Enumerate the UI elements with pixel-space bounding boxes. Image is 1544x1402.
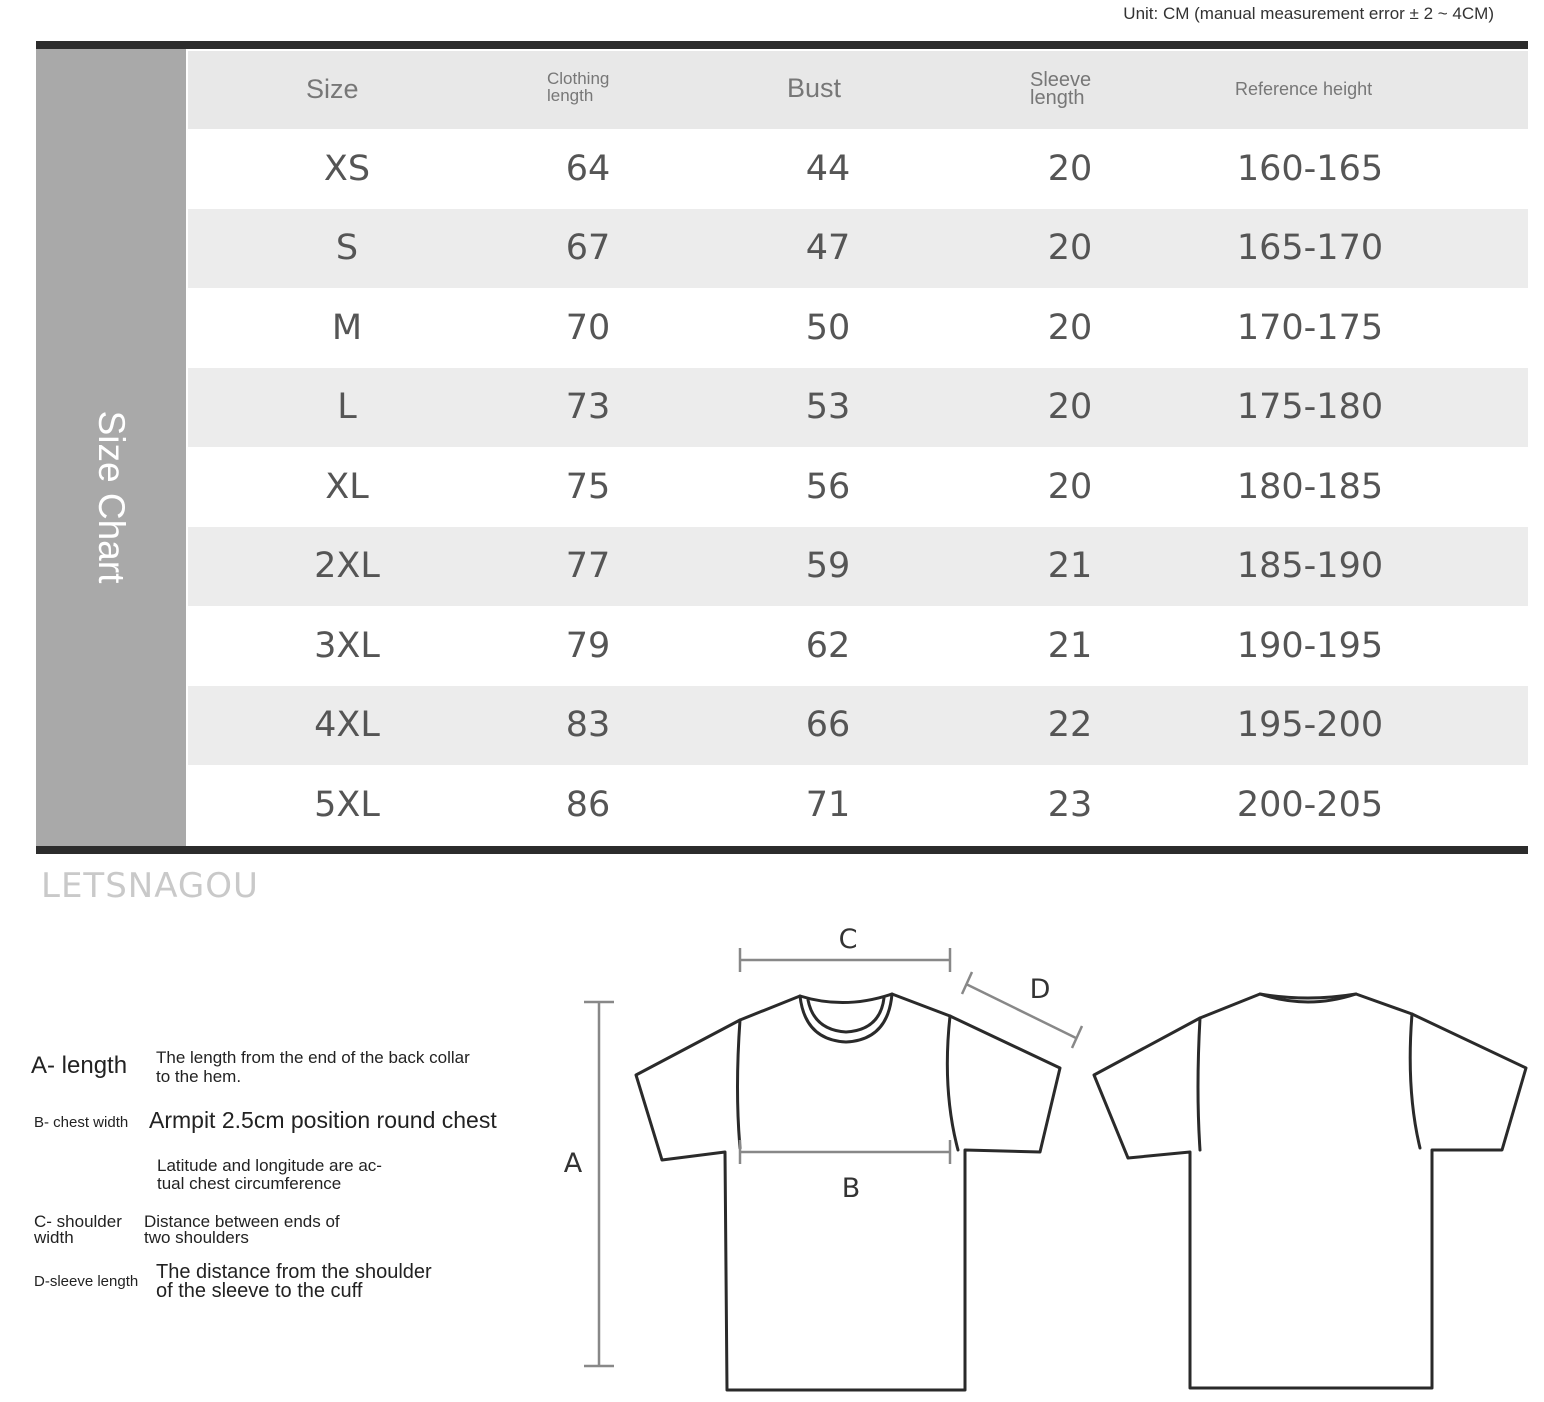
tshirt-diagram [540,910,1540,1400]
cell-length: 83 [565,705,611,746]
cell-sleeve: 21 [1047,625,1093,666]
cell-size: 2XL [314,546,380,587]
cell-height: 170-175 [1236,307,1384,348]
cell-sleeve: 20 [1047,387,1093,428]
cell-bust: 47 [805,228,851,269]
cell-length: 73 [565,387,611,428]
cell-bust: 50 [805,307,851,348]
legend-d-desc-2: of the sleeve to the cuff [156,1280,363,1302]
cell-sleeve: 20 [1047,148,1093,189]
cell-size: 5XL [314,784,380,825]
header-size: Size [306,74,359,104]
cell-length: 67 [565,228,611,269]
cell-bust: 66 [805,705,851,746]
cell-size: M [331,307,363,348]
cell-sleeve: 21 [1047,546,1093,587]
back-left-seam [1198,1018,1200,1150]
size-table [188,51,1528,845]
cell-size: S [335,228,359,269]
label-a: A [563,1148,583,1179]
cell-size: XS [323,148,371,189]
cell-sleeve: 20 [1047,307,1093,348]
cell-height: 185-190 [1236,546,1384,587]
back-shirt-outline [1094,994,1526,1388]
header-bust: Bust [787,73,842,103]
table-header [188,51,1528,129]
label-b: B [841,1173,861,1204]
legend-d-label: D-sleeve length [34,1273,139,1290]
cell-height: 180-185 [1236,466,1384,507]
label-d: D [1029,974,1051,1005]
legend-b-label: B- chest width [34,1114,129,1131]
unit-note: Unit: CM (manual measurement error ± 2 ~ 4CM) [1123,4,1494,23]
cell-length: 86 [565,784,611,825]
legend-a-desc-2: to the hem. [156,1067,242,1086]
table-row [188,209,1528,289]
cell-height: 165-170 [1236,228,1384,269]
cell-bust: 62 [805,625,851,666]
cell-length: 75 [565,466,611,507]
table-row [188,765,1528,845]
table-row [188,447,1528,527]
table-row [188,527,1528,607]
cell-bust: 59 [805,546,851,587]
cell-sleeve: 20 [1047,228,1093,269]
table-row [188,368,1528,448]
legend-d-desc-1: The distance from the shoulder [156,1261,432,1283]
cell-size: XL [325,466,369,507]
cell-bust: 56 [805,466,851,507]
table-top-rule [36,41,1528,49]
legend-b-desc-2: tual chest circumference [157,1174,342,1193]
header-clothing-length-2: length [547,86,594,105]
cell-sleeve: 20 [1047,466,1093,507]
cell-length: 64 [565,148,611,189]
legend-c-label-1: C- shoulder [34,1212,122,1231]
legend-b-desc-main: Armpit 2.5cm position round chest [149,1107,497,1133]
front-left-seam [738,1020,741,1148]
table-bottom-rule [36,846,1528,854]
cell-sleeve: 23 [1047,784,1093,825]
back-right-seam [1410,1014,1420,1148]
cell-size: L [337,387,357,428]
label-c: C [838,924,858,955]
legend-b-desc-1: Latitude and longitude are ac- [157,1156,382,1175]
cell-height: 200-205 [1236,784,1384,825]
cell-height: 175-180 [1236,387,1384,428]
table-row [188,288,1528,368]
cell-height: 195-200 [1236,705,1384,746]
cell-sleeve: 22 [1047,705,1093,746]
table-row [188,606,1528,686]
header-sleeve-length-2: length [1030,87,1085,109]
cell-length: 70 [565,307,611,348]
cell-height: 190-195 [1236,625,1384,666]
header-reference-height: Reference height [1235,79,1373,99]
brand-watermark: LETSNAGOU [41,866,259,906]
cell-size: 3XL [314,625,380,666]
cell-bust: 53 [805,387,851,428]
legend-c-label-2: width [34,1228,74,1247]
cell-bust: 44 [805,148,851,189]
table-row [188,129,1528,209]
legend-a-label: A- length [31,1052,128,1079]
cell-height: 160-165 [1236,148,1384,189]
cell-size: 4XL [314,705,380,746]
cell-bust: 71 [805,784,851,825]
measure-d-cap-left [962,972,972,994]
legend-c-desc-2: two shoulders [144,1228,249,1247]
side-title: Size Chart [91,410,132,584]
table-row [188,686,1528,766]
front-right-seam [947,1016,958,1150]
cell-length: 79 [565,625,611,666]
side-panel [36,49,186,846]
legend-a-desc-1: The length from the end of the back collar [156,1048,470,1067]
legend-c-desc-1: Distance between ends of [144,1212,340,1231]
cell-length: 77 [565,546,611,587]
header-sleeve-length-1: Sleeve [1030,69,1092,91]
header-clothing-length-1: Clothing [547,69,610,88]
